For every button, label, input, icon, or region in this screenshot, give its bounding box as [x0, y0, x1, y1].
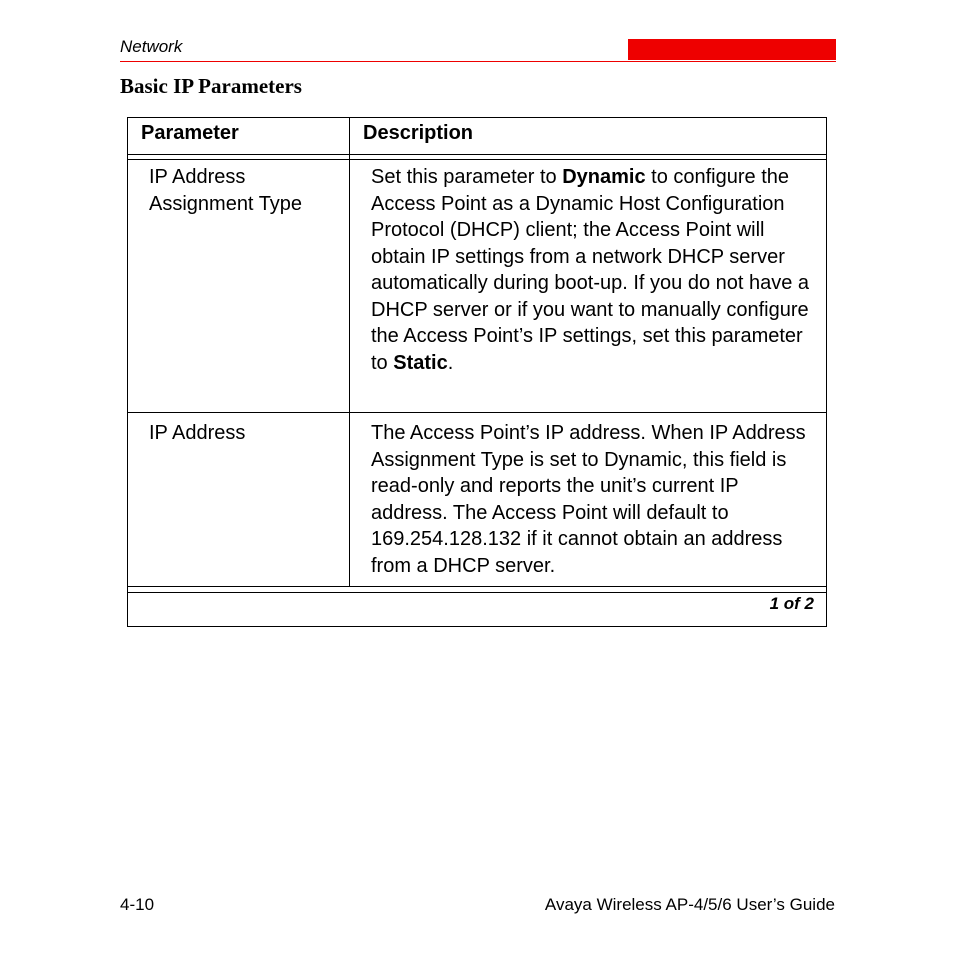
table-row-param: IP Address	[149, 422, 246, 444]
table-body-rule-top	[128, 586, 826, 587]
table-row-description	[371, 164, 816, 376]
footer-page-number: 4-10	[120, 895, 155, 914]
row-divider	[128, 412, 826, 413]
header-rule	[120, 61, 836, 62]
footer-guide-title: Avaya Wireless AP-4/5/6 User’s Guide	[544, 895, 835, 914]
table-page-indicator: 1 of 2	[769, 594, 814, 613]
description-value-dynamic: Dynamic	[562, 166, 646, 188]
table-row-description: The Access Point’s IP address. When IP Address Assignment Type is set to Dynamic, this field is read-only and reports the unit’s current IP address. The Access Point will default to 169.254.128.132 if it cannot obtain an address from a DHCP server.	[371, 422, 806, 577]
table-body-rule-bottom	[128, 592, 826, 593]
parameters-table	[127, 117, 827, 627]
description-value-static: Static	[393, 351, 448, 374]
table-row-param: IP Address Assignment Type	[149, 166, 303, 215]
section-title: Basic IP Parameters	[120, 74, 302, 98]
column-header-description: Description	[363, 122, 474, 144]
column-divider	[349, 118, 350, 586]
description-text: to configure the Access Point as a Dynamic Host Configuration Protocol (DHCP) client; the Access Point will obtain IP settings from a network DHCP server automatically during boot-up. If you do not have a DHCP server or if you want to manually configure the Access Point’s IP settings, set this parameter to	[371, 166, 810, 374]
header-rule-bottom	[128, 159, 826, 160]
header-accent-bar	[628, 39, 836, 60]
description-text: .	[447, 351, 454, 374]
description-text: Set this parameter to	[371, 166, 563, 188]
header-rule-top	[128, 154, 826, 155]
running-header-title: Network	[120, 37, 183, 56]
column-header-parameter: Parameter	[141, 122, 239, 144]
